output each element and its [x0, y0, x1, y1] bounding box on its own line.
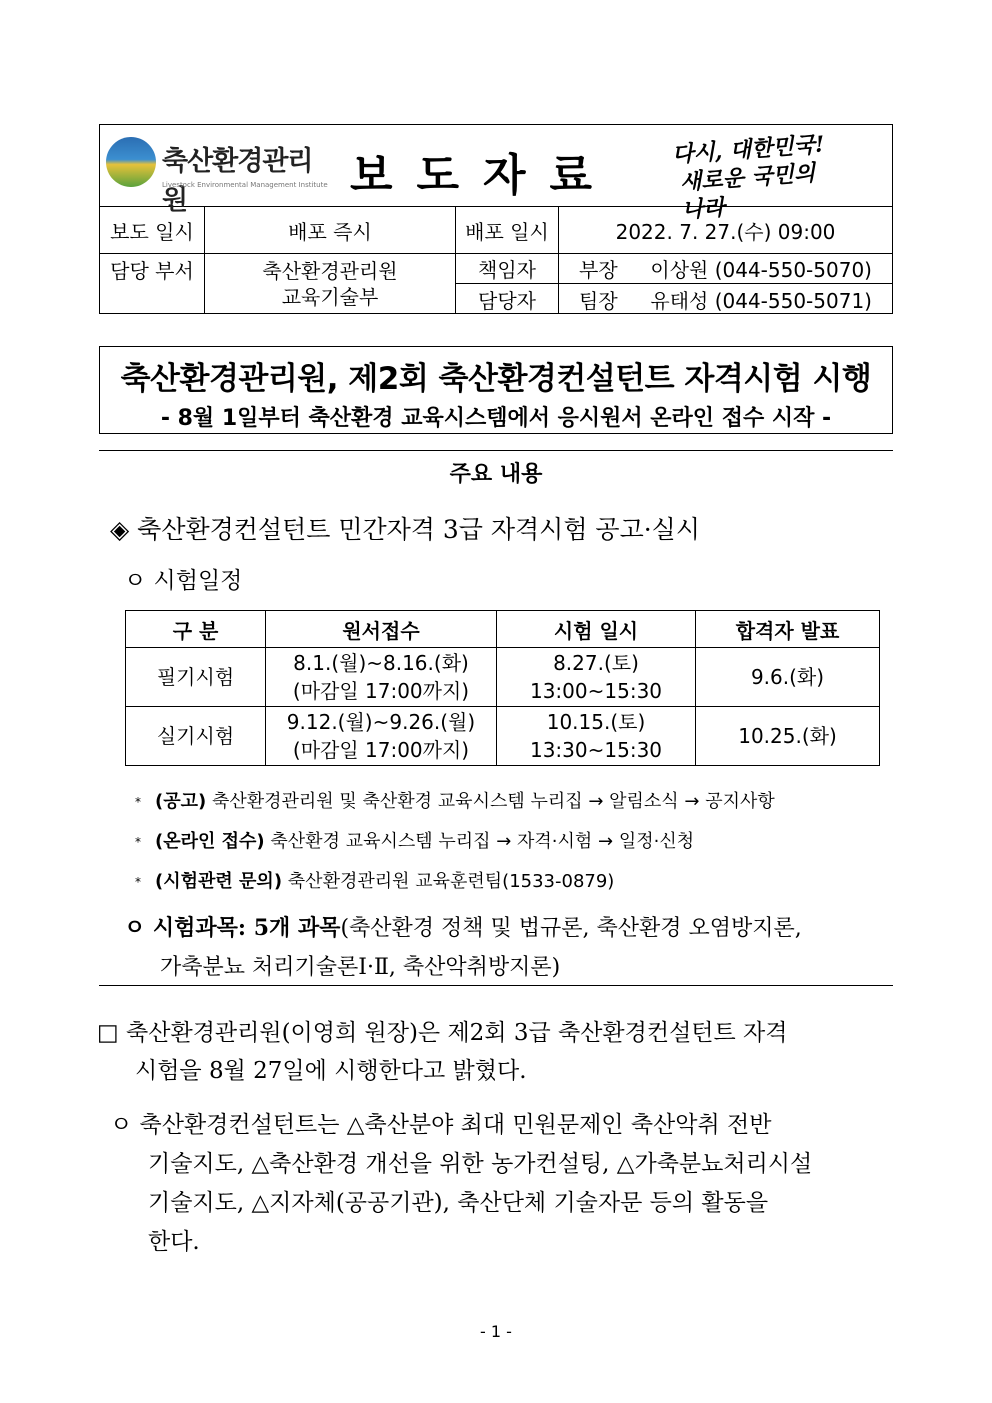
column-header: 시험 일시 — [497, 611, 696, 648]
table-row — [126, 707, 880, 766]
note-text: 축산환경관리원 및 축산환경 교육시스템 누리집 → 알림소식 → 공지사항 — [211, 791, 775, 812]
exam-time: 13:30~15:30 — [529, 738, 663, 762]
note-label: (시험관련 문의) — [155, 871, 283, 892]
exam-date: 8.27.(토) — [553, 651, 639, 675]
asterisk-icon: * — [135, 875, 141, 889]
registration-period — [266, 707, 497, 766]
paragraph-2-line2: 기술지도, △축산환경 개선을 위한 농가컨설팅, △가축분뇨처리시설 — [148, 1151, 813, 1177]
note-label: (공고) — [155, 791, 207, 812]
exam-datetime — [497, 648, 696, 707]
org-logo — [106, 133, 328, 216]
dept-line1: 축산환경관리원 — [262, 259, 398, 283]
resp-label: 책임자 — [478, 258, 536, 282]
asterisk-icon: * — [135, 835, 141, 849]
note-label: (온라인 접수) — [155, 831, 265, 852]
distribute-label: 배포 일시 — [465, 219, 549, 244]
summary-item: ◈ 축산환경컨설턴트 민간자격 3급 자격시험 공고·실시 — [110, 515, 700, 544]
exam-type: 실기시험 — [126, 707, 266, 766]
header-top-row — [100, 125, 892, 224]
divider — [99, 450, 893, 451]
registration-dates: 8.1.(월)~8.16.(화) — [293, 651, 469, 675]
registration-deadline: (마감일 17:00까지) — [292, 738, 470, 762]
contact-value: 팀장 유태성 (044-550-5071) — [579, 288, 872, 313]
resp-value: 부장 이상원 (044-550-5070) — [579, 258, 872, 282]
paragraph-2-line4: 한다. — [148, 1229, 200, 1255]
page-number: - 1 - — [480, 1322, 512, 1341]
summary-heading: 주요 내용 — [449, 462, 543, 487]
subjects-label: ㅇ 시험과목: 5개 과목 — [124, 915, 341, 941]
distribute-value: 2022. 7. 27.(수) 09:00 — [615, 219, 836, 244]
logo-subtext: Livestock Environmental Management Institute — [162, 181, 328, 189]
exam-time: 13:00~15:30 — [529, 679, 663, 703]
dept-label: 담당 부서 — [110, 258, 194, 283]
note-online — [135, 827, 694, 853]
note-inquiry — [135, 867, 614, 893]
subjects-line2: 가축분뇨 처리기술론Ⅰ·Ⅱ, 축산악취방지론) — [160, 955, 561, 980]
paragraph-1-line2: 시험을 8월 27일에 시행한다고 밝혔다. — [135, 1058, 527, 1084]
slogan-line1: 다시, 대한민국! — [671, 131, 826, 168]
headline: 축산환경관리원, 제2회 축산환경컨설턴트 자격시험 시행 — [120, 361, 872, 397]
dept-value — [205, 254, 455, 314]
paragraph-2-line1: ㅇ 축산환경컨설턴트는 △축산분야 최대 민원문제인 축산악취 전반 — [110, 1112, 772, 1138]
column-header: 원서접수 — [266, 611, 497, 648]
note-text: 축산환경관리원 교육훈련팀(1533-0879) — [287, 871, 615, 892]
release-value: 배포 즉시 — [288, 219, 372, 244]
note-announcement — [135, 787, 775, 813]
dept-line2: 교육기술부 — [281, 285, 379, 309]
logo-text: 축산환경관리원 — [162, 146, 313, 216]
paragraph-2-line3: 기술지도, △지자체(공공기관), 축산단체 기술자문 등의 활동을 — [148, 1190, 769, 1216]
column-header: 합격자 발표 — [696, 611, 880, 648]
doc-title: 보도자료 — [350, 150, 617, 201]
exam-date: 10.15.(토) — [546, 710, 646, 734]
subjects-line1 — [124, 911, 802, 942]
paragraph-1-line1: □ 축산환경관리원(이영희 원장)은 제2회 3급 축산환경컨설턴트 자격 — [97, 1020, 788, 1046]
schedule-table — [125, 610, 880, 766]
press-header — [99, 124, 893, 314]
result-date: 9.6.(화) — [696, 648, 880, 707]
slogan-line2: 새로운 국민의 나라 — [679, 160, 816, 224]
table-row — [126, 648, 880, 707]
contact-label: 담당자 — [478, 288, 536, 313]
table-header-row — [126, 611, 880, 648]
release-label: 보도 일시 — [110, 219, 194, 244]
subjects-list: (축산환경 정책 및 법규론, 축산환경 오염방지론, — [340, 916, 802, 941]
asterisk-icon: * — [135, 795, 141, 809]
logo-emblem-icon — [106, 137, 156, 187]
schedule-label: ㅇ 시험일정 — [124, 568, 243, 594]
exam-type: 필기시험 — [126, 648, 266, 707]
subheadline: - 8월 1일부터 축산환경 교육시스템에서 응시원서 온라인 접수 시작 - — [160, 406, 832, 431]
column-header: 구 분 — [126, 611, 266, 648]
result-date: 10.25.(화) — [696, 707, 880, 766]
note-text: 축산환경 교육시스템 누리집 → 자격·시험 → 일정·신청 — [270, 831, 695, 852]
registration-deadline: (마감일 17:00까지) — [292, 679, 470, 703]
headline-box — [99, 346, 893, 434]
registration-period — [266, 648, 497, 707]
exam-datetime — [497, 707, 696, 766]
registration-dates: 9.12.(월)~9.26.(월) — [286, 710, 476, 734]
divider — [99, 985, 893, 986]
